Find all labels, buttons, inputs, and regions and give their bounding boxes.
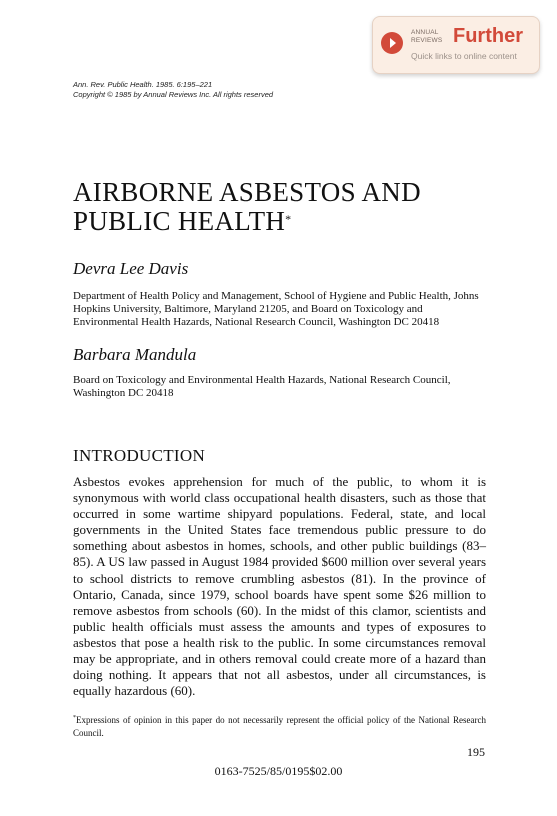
quick-links-label: Quick links to online content xyxy=(411,51,517,61)
copyright-line: Copyright © 1985 by Annual Reviews Inc. All rights reserved xyxy=(73,90,274,99)
author-affiliation: Department of Health Policy and Management, School of Hygiene and Public Health, Johns Hopkins University, Baltimore, Maryland 21205, and Board on Toxicology and Environmental Health Hazards, National Research Council, Washington DC 20418 xyxy=(73,290,479,328)
further-badge[interactable] xyxy=(372,16,540,74)
page-number: 195 xyxy=(467,745,485,759)
title-line-1: AIRBORNE ASBESTOS AND xyxy=(73,177,421,207)
journal-citation xyxy=(73,80,373,100)
article-code: 0163-7525/85/0195$02.00 xyxy=(214,764,343,778)
author-name: Barbara Mandula xyxy=(73,345,197,364)
title-line-2: PUBLIC HEALTH xyxy=(73,206,286,236)
play-icon xyxy=(381,32,403,54)
title-footnote-mark: * xyxy=(285,212,292,226)
author-name: Devra Lee Davis xyxy=(73,259,189,278)
intro-paragraph: Asbestos evokes apprehension for much of the public, to whom it is synonymous with world class occupational health disasters, such as those that occurred in some wartime shipyard populations. Federal, state, and local governments in the United States face tremendous public pressure to do something about asbestos in homes, schools, and other public buildings (83–85). A US law passed in August 1984 provided $600 million over several years to school districts to remove crumbling asbestos (81). In the province of Ontario, Canada, since 1979, school boards have spent some $26 million to remove asbestos from schools (60). In the midst of this clamor, scientists and public health officials must assess the amounts and types of exposures to asbestos that pose a health risk to the public. In some circumstances removal may be appropriate, and in others removal could create more of a hazard than doing nothing. It appears that not all asbestos, under all circumstances, is equally hazardous (60). xyxy=(73,474,486,699)
footnote xyxy=(73,712,486,740)
further-label: Further xyxy=(453,25,523,47)
footnote-text: Expressions of opinion in this paper do not necessarily represent the official policy of the National Research Council. xyxy=(73,715,486,738)
footnote-mark: * xyxy=(73,715,76,721)
section-heading: INTRODUCTION xyxy=(73,446,206,465)
author-affiliation: Board on Toxicology and Environmental Health Hazards, National Research Council, Washington DC 20418 xyxy=(73,374,451,399)
article-title xyxy=(73,178,493,236)
journal-line: Ann. Rev. Public Health. 1985. 6:195–221 xyxy=(73,80,213,89)
annual-reviews-label: ANNUAL REVIEWS xyxy=(411,29,443,44)
